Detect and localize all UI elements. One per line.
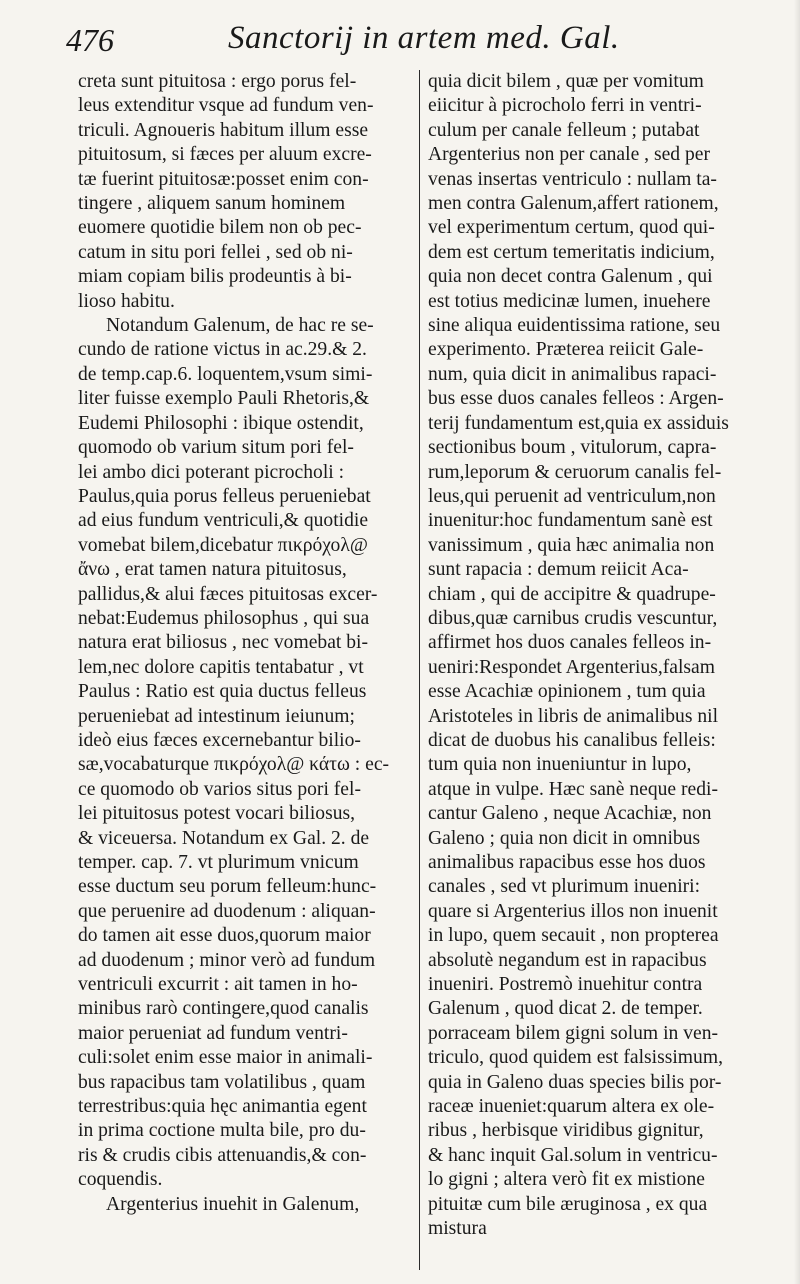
text-line: ueniri:Respondet Argenterius,falsam xyxy=(428,656,715,678)
page-header xyxy=(40,18,780,68)
text-line: temper. cap. 7. vt plurimum vnicum xyxy=(78,852,359,873)
text-line: animalibus rapacibus esse hos duos xyxy=(428,852,706,873)
text-line: Galenum , quod dicat 2. de temper. xyxy=(428,998,703,1020)
text-line: minibus rarò contingere,quod canalis xyxy=(78,998,369,1020)
text-line: quomodo ob varium situm pori fel- xyxy=(78,437,354,459)
text-line: lioso habitu. xyxy=(78,290,175,312)
text-line: ris & crudis cibis attenuandis,& con- xyxy=(78,1144,367,1166)
text-line: natura erat biliosus , nec vomebat bi- xyxy=(78,632,369,654)
text-line: cundo de ratione victus in ac.29.& 2. xyxy=(78,339,367,361)
text-line: sæ,vocabaturque πικρόχολ@ κάτω : ec- xyxy=(78,754,390,776)
text-line: de temp.cap.6. loquentem,vsum simi- xyxy=(78,363,373,385)
text-line: experimento. Præterea reiicit Gale- xyxy=(428,339,704,361)
text-line: pituitæ cum bile æruginosa , ex qua xyxy=(428,1193,708,1215)
text-line: dem est certum temeritatis indicium, xyxy=(428,241,715,263)
text-line: do tamen ait esse duos,quorum maior xyxy=(78,925,371,947)
text-line: vanissimum , quia hæc animalia non xyxy=(428,534,715,556)
text-line: leus,qui peruenit ad ventriculum,non xyxy=(428,485,716,507)
text-line: Aristoteles in libris de animalibus nil xyxy=(428,705,719,727)
text-line: ventriculi excurrit : ait tamen in ho- xyxy=(78,974,358,996)
text-line: ad eius fundum ventriculi,& quotidie xyxy=(78,510,369,532)
text-line: culi:solet enim esse maior in animali- xyxy=(78,1047,373,1069)
text-line: tum quia non inueniuntur in lupo, xyxy=(428,754,692,776)
text-line: inueniri. Postremò inuehitur contra xyxy=(428,974,703,996)
text-line: Argenterius non per canale , sed per xyxy=(428,144,711,166)
text-line: Paulus : Ratio est quia ductus felleus xyxy=(78,681,367,703)
text-line: leus extenditur vsque ad fundum ven- xyxy=(78,95,374,117)
text-line: Eudemi Philosophi : ibique ostendit, xyxy=(78,412,364,434)
text-columns xyxy=(62,70,762,1275)
text-line: rum,leporum & ceruorum canalis fel- xyxy=(428,461,722,483)
text-line: lei ambo dici poterant picrocholi : xyxy=(78,461,345,483)
text-line: creta sunt pituitosa : ergo porus fel- xyxy=(78,71,357,92)
text-line: Argenterius inuehit in Galenum, xyxy=(106,1193,360,1215)
text-line: ἄνω , erat tamen natura pituitosus, xyxy=(78,559,347,581)
text-line: esse Acachiæ opinionem , tum quia xyxy=(428,681,706,703)
text-line: pituitosum, si fæces per aluum excre- xyxy=(78,144,372,166)
text-line: triculo, quod quidem est falsissimum, xyxy=(428,1047,723,1069)
text-line: que peruenire ad duodenum : aliquan- xyxy=(78,900,376,922)
text-line: vomebat bilem,dicebatur πικρόχολ@ xyxy=(78,534,368,556)
text-line: chiam , qui de accipitre & quadrupe- xyxy=(428,583,716,605)
text-line: terrestribus:quia hęc animantia egent xyxy=(78,1096,367,1118)
text-line: vel experimentum certum, quod qui- xyxy=(428,217,715,239)
text-line: culum per canale felleum ; putabat xyxy=(428,119,700,141)
text-line: eiicitur à picrocholo ferri in ventri- xyxy=(428,95,702,117)
text-line: triculi. Agnoueris habitum illum esse xyxy=(78,119,369,141)
text-line: lem,nec dolore capitis tentabatur , vt xyxy=(78,656,364,678)
text-line: lei pituitosus potest vocari biliosus, xyxy=(78,803,356,825)
text-line: sectionibus boum , vitulorum, capra- xyxy=(428,437,717,459)
text-line: tingere , aliquem sanum hominem xyxy=(78,193,346,215)
text-line: ideò eius fæces excernebantur bilio- xyxy=(78,729,361,751)
text-line: pallidus,& alui fæces pituitosas excer- xyxy=(78,583,378,605)
text-line: perueniebat ad intestinum ieiunum; xyxy=(78,705,355,727)
text-line: men contra Galenum,affert rationem, xyxy=(428,193,719,215)
text-line: atque in vulpe. Hæc sanè neque redi- xyxy=(428,778,718,800)
column-rule xyxy=(419,70,420,1270)
text-line: quia non decet contra Galenum , qui xyxy=(428,266,713,288)
text-line: ce quomodo ob varios situs pori fel- xyxy=(78,778,361,800)
text-line: ribus , herbisque viridibus gignitur, xyxy=(428,1120,704,1142)
text-line: esse ductum seu porum felleum:hunc- xyxy=(78,876,377,898)
text-line: quare si Argenterius illos non inuenit xyxy=(428,900,718,922)
text-line: liter fuisse exemplo Pauli Rhetoris,& xyxy=(78,388,370,410)
text-line: mistura xyxy=(428,1218,487,1240)
text-line: ad duodenum ; minor verò ad fundum xyxy=(78,949,376,971)
text-line: dibus,quæ carnibus crudis vescuntur, xyxy=(428,607,718,629)
text-line: canales , sed vt plurimum inueniri: xyxy=(428,876,701,898)
text-line: porraceam bilem gigni solum in ven- xyxy=(428,1022,719,1044)
text-line: maior perueniat ad fundum ventri- xyxy=(78,1022,348,1044)
text-line: quia dicit bilem , quæ per vomitum xyxy=(428,71,704,92)
text-line: tæ fuerint pituitosæ:posset enim con- xyxy=(78,168,369,190)
text-line: est totius medicinæ lumen, inuehere xyxy=(428,290,711,312)
text-line: affirmet hos duos canales felleos in- xyxy=(428,632,712,654)
text-line: euomere quotidie bilem non ob pec- xyxy=(78,217,362,239)
text-line: nebat:Eudemus philosophus , qui sua xyxy=(78,607,370,629)
text-line: Galeno ; quia non dicit in omnibus xyxy=(428,827,701,849)
text-line: in prima coctione multa bile, pro du- xyxy=(78,1120,366,1142)
text-line: quia in Galeno duas species bilis por- xyxy=(428,1071,722,1093)
text-line: & hanc inquit Gal.solum in ventricu- xyxy=(428,1144,718,1166)
text-line: sunt rapacia : demum reiicit Aca- xyxy=(428,559,689,581)
text-line: bus rapacibus tam volatilibus , quam xyxy=(78,1071,366,1093)
text-line: absolutè negandum est in rapacibus xyxy=(428,949,707,971)
text-line: in lupo, quem secauit , non propterea xyxy=(428,925,719,947)
text-line: Paulus,quia porus felleus perueniebat xyxy=(78,485,371,507)
text-line: bus esse duos canales felleos : Argen- xyxy=(428,388,724,410)
text-line: lo gigni ; altera verò fit ex mistione xyxy=(428,1169,705,1191)
text-line: & viceuersa. Notandum ex Gal. 2. de xyxy=(78,827,370,849)
text-line: venas insertas ventriculo : nullam ta- xyxy=(428,168,717,190)
text-line: coquendis. xyxy=(78,1169,163,1191)
text-line: cantur Galeno , neque Acachiæ, non xyxy=(428,803,712,825)
left-column xyxy=(78,70,414,1217)
text-line: Notandum Galenum, de hac re se- xyxy=(106,315,374,337)
right-column xyxy=(428,70,763,1242)
running-head: Sanctorij in artem med. Gal. xyxy=(228,20,620,56)
text-line: miam copiam bilis prodeuntis à bi- xyxy=(78,266,352,288)
text-line: terij fundamentum est,quia ex assiduis xyxy=(428,412,729,434)
text-line: raceæ inueniet:quarum altera ex ole- xyxy=(428,1096,715,1118)
text-line: num, quia dicit in animalibus rapaci- xyxy=(428,363,717,385)
text-line: catum in situ pori fellei , sed ob ni- xyxy=(78,241,353,263)
text-line: sine aliqua euidentissima ratione, seu xyxy=(428,315,721,337)
text-line: inuenitur:hoc fundamentum sanè est xyxy=(428,510,713,532)
text-line: dicat de duobus his canalibus felleis: xyxy=(428,729,716,751)
page-number: 476 xyxy=(66,22,114,58)
